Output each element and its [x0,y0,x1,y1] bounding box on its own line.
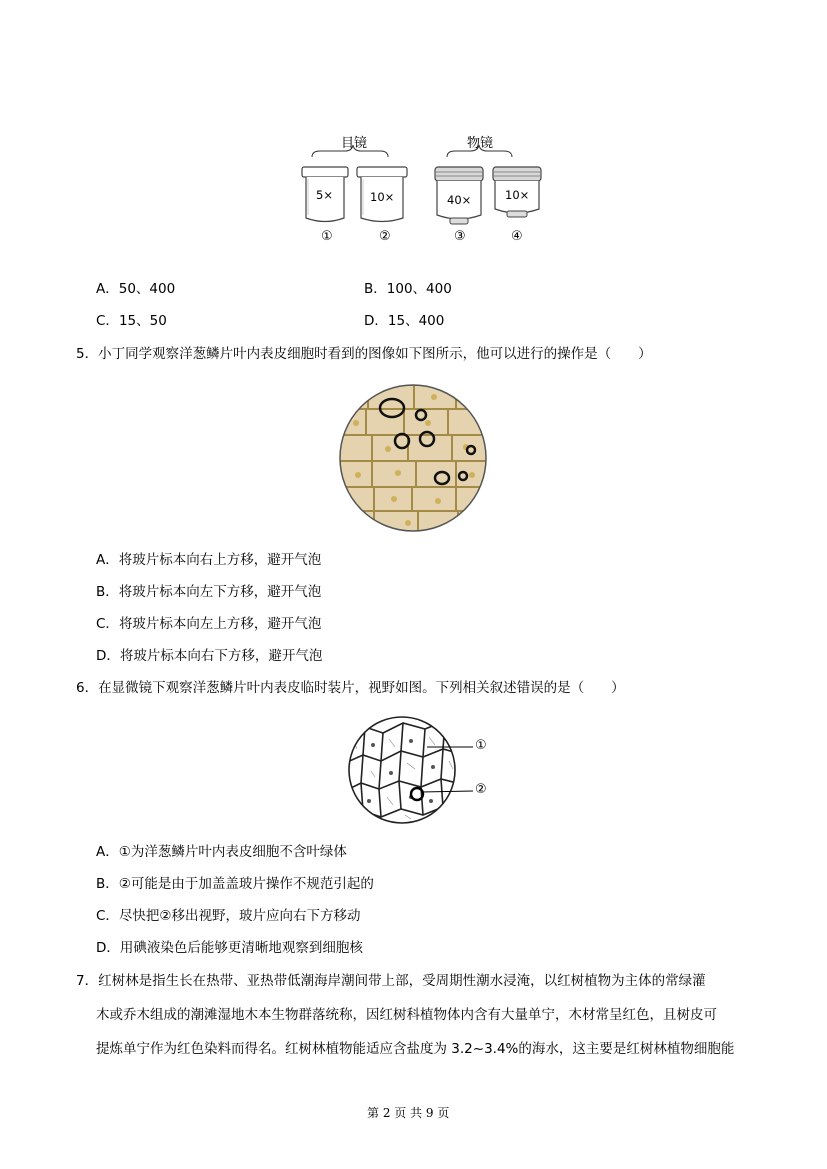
q6-option-c: C．尽快把②移出视野，玻片应向右下方移动 [96,908,361,924]
lens-num-1: ① [321,229,333,244]
lens-mag-2: 10× [370,190,395,204]
objective-label: 物镜 [467,136,494,151]
q4-option-d: D．15、400 [364,313,445,329]
eyepiece-label: 目镜 [341,136,368,151]
q6-option-a: A．①为洋葱鳞片叶内表皮细胞不含叶绿体 [96,844,347,860]
lens-mag-4: 10× [505,188,530,202]
q7-line-1: 7．红树林是指生长在热带、亚热带低潮海岸潮间带上部，受周期性潮水浸淹，以红树植物为主体的常绿灌 [76,973,706,989]
q6-option-d: D．用碘液染色后能够更清晰地观察到细胞核 [96,940,363,956]
lens-num-4: ④ [511,229,523,244]
page-footer: 第 2 页 共 9 页 [367,1106,450,1120]
q7-line-2: 木或乔木组成的潮滩湿地木本生物群落统称，因红树科植物体内含有大量单宁，木材常呈红色，且树皮可 [96,1007,717,1023]
lens-num-3: ③ [454,229,466,244]
q4-option-c: C．15、50 [96,313,167,329]
q4-option-a: A．50、400 [96,281,176,297]
q5-option-a: A．将玻片标本向右上方移，避开气泡 [96,552,322,568]
q5-option-d: D．将玻片标本向右下方移，避开气泡 [96,648,323,664]
q5-stem: 5．小丁同学观察洋葱鳞片叶内表皮细胞时看到的图像如下图所示，他可以进行的操作是（ ） [76,346,652,362]
q6-fig-label-1: ① [475,738,487,753]
q5-option-c: C．将玻片标本向左上方移，避开气泡 [96,616,322,632]
onion-cell-view-bubbles [338,383,488,533]
q4-option-b: B．100、400 [364,281,452,297]
lens-num-2: ② [379,229,391,244]
onion-cell-view-diagram [345,715,510,825]
q6-stem: 6．在显微镜下观察洋葱鳞片叶内表皮临时装片，视野如图。下列相关叙述错误的是（ ） [76,680,625,696]
q5-option-b: B．将玻片标本向左下方移，避开气泡 [96,584,322,600]
q6-fig-label-2: ② [475,782,487,797]
lens-mag-3: 40× [447,193,472,207]
q7-line-3: 提炼单宁作为红色染料而得名。红树林植物能适应含盐度为 3.2~3.4%的海水，这主要是红树林植物细胞能 [96,1041,735,1057]
lens-mag-1: 5× [316,188,333,202]
q6-option-b: B．②可能是由于加盖盖玻片操作不规范引起的 [96,876,374,892]
